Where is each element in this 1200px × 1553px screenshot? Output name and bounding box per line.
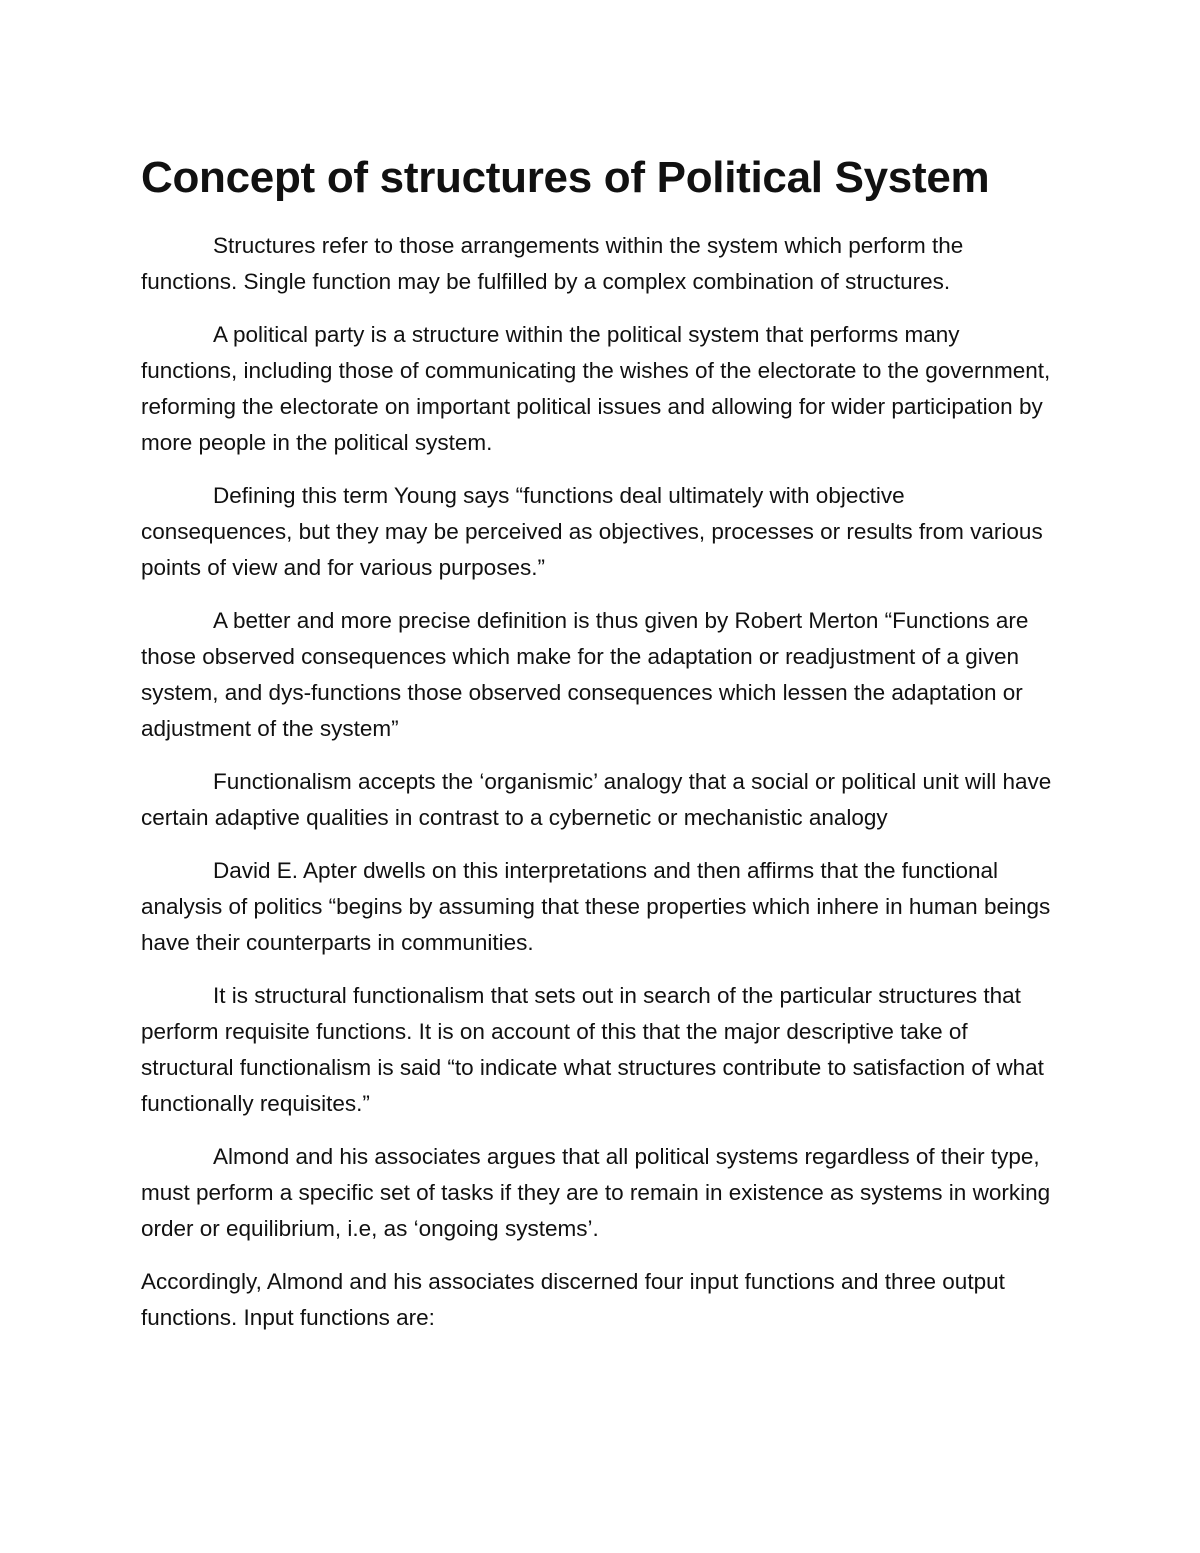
paragraph-almond-tasks: Almond and his associates argues that all political systems regardless of their type, must perform a specific set of tasks if they are to remain in existence as systems in working order or equilibrium, i.e, as ‘ongoing systems’. <box>141 1144 1051 1241</box>
paragraph-young-definition: Defining this term Young says “functions deal ultimately with objective consequences, but they may be perceived as objectives, processes or results from various points of view and for various purposes.” <box>141 483 1043 580</box>
paragraph-apter: David E. Apter dwells on this interpretations and then affirms that the functional analysis of politics “begins by assuming that these properties which inhere in human beings have their counterparts in communities. <box>141 858 1051 955</box>
paragraph-political-party: A political party is a structure within the political system that performs many functions, including those of communicating the wishes of the electorate to the government, reforming the electorate on important political issues and allowing for wider participation by more people in the political system. <box>141 322 1051 455</box>
paragraph-merton-definition: A better and more precise definition is thus given by Robert Merton “Functions are those observed consequences which make for the adaptation or readjustment of a given system, and dys-functions those observed consequences which lessen the adaptation or adjustment of the system” <box>141 608 1029 741</box>
paragraph-organismic-analogy: Functionalism accepts the ‘organismic’ analogy that a social or political unit will have certain adaptive qualities in contrast to a cybernetic or mechanistic analogy <box>141 769 1052 830</box>
paragraph-structures-definition: Structures refer to those arrangements within the system which perform the functions. Single function may be fulfilled by a complex combination of structures. <box>141 233 964 294</box>
page-title: Concept of structures of Political System <box>141 153 990 202</box>
paragraph-structural-functionalism: It is structural functionalism that sets out in search of the particular structures that perform requisite functions. It is on account of this that the major descriptive take of structural functionalism is said “to indicate what structures contribute to satisfaction of what functionally requisites.” <box>141 983 1044 1116</box>
paragraph-input-output-functions: Accordingly, Almond and his associates discerned four input functions and three output functions. Input functions are: <box>141 1269 1005 1330</box>
document-content <box>141 150 1061 1353</box>
